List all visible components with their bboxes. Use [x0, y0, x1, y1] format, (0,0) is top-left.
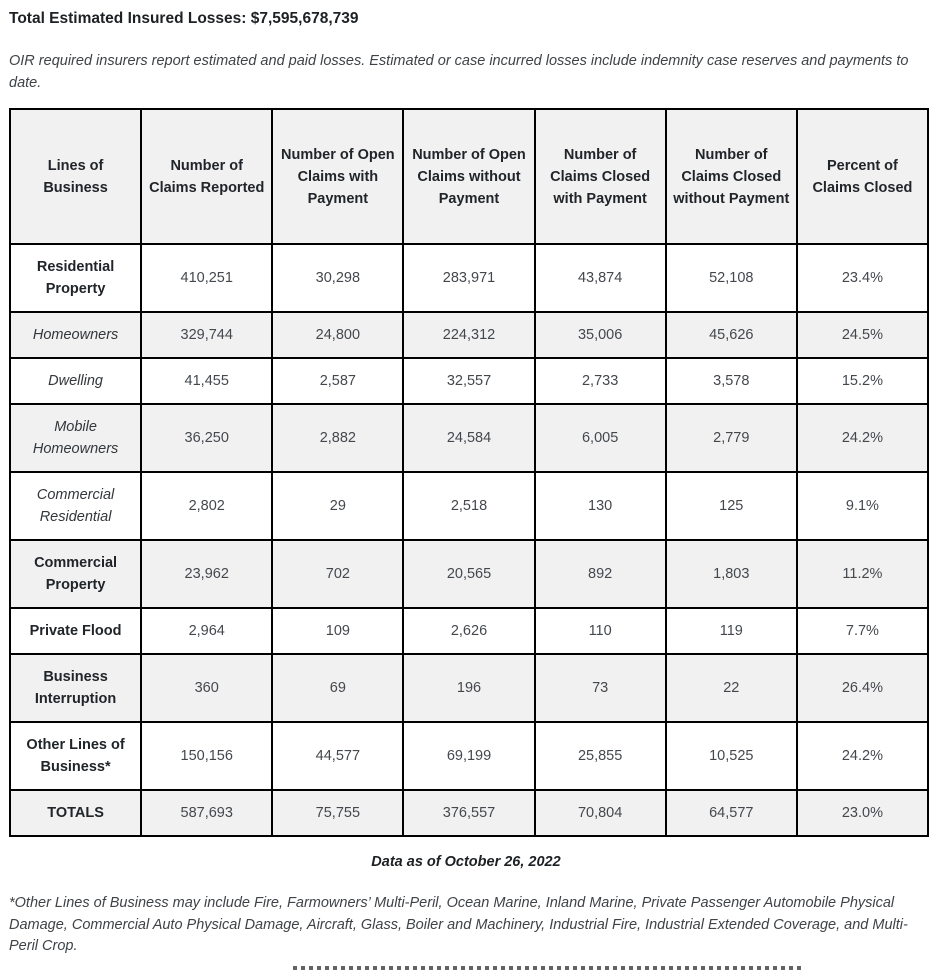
table-cell: 15.2%: [797, 358, 928, 404]
table-row-homeowners: [10, 312, 928, 358]
table-cell: 24.2%: [797, 722, 928, 790]
column-header-percent-claims-closed: Percent of Claims Closed: [797, 109, 928, 244]
column-header-claims-reported: Number of Claims Reported: [141, 109, 272, 244]
table-cell: 29: [272, 472, 403, 540]
table-row-other-lines-of-business: [10, 722, 928, 790]
table-cell: 702: [272, 540, 403, 608]
table-cell: 376,557: [403, 790, 534, 836]
row-label: Other Lines of Business*: [10, 722, 141, 790]
table-cell: 130: [535, 472, 666, 540]
table-row-commercial-property: [10, 540, 928, 608]
table-cell: 2,964: [141, 608, 272, 654]
table-cell: 2,882: [272, 404, 403, 472]
table-cell: 7.7%: [797, 608, 928, 654]
table-cell: 11.2%: [797, 540, 928, 608]
row-label: Business Interruption: [10, 654, 141, 722]
row-label: Commercial Residential: [10, 472, 141, 540]
other-lines-footnote: *Other Lines of Business may include Fire, Farmowners’ Multi-Peril, Ocean Marine, Inland Marine, Private Passenger Automobile Physical Damage, Commercial Auto Physical Damage, Aircraft, Glass, Boiler and Machinery, Industrial Fire, Industrial Extended Coverage, and Multi-Peril Crop.: [9, 895, 908, 955]
row-label: Private Flood: [10, 608, 141, 654]
cutoff-text-artifact: [293, 966, 805, 970]
claims-by-line-of-business-table: [9, 108, 929, 837]
table-cell: 2,518: [403, 472, 534, 540]
table-cell: 2,733: [535, 358, 666, 404]
table-cell: 23.4%: [797, 244, 928, 312]
table-cell: 24,584: [403, 404, 534, 472]
table-row-commercial-residential: [10, 472, 928, 540]
table-header-row: [10, 109, 928, 244]
table-cell: 26.4%: [797, 654, 928, 722]
table-cell: 69: [272, 654, 403, 722]
column-header-claims-closed-with-payment: Number of Claims Closed with Payment: [535, 109, 666, 244]
table-cell: 30,298: [272, 244, 403, 312]
table-cell: 35,006: [535, 312, 666, 358]
table-cell: 44,577: [272, 722, 403, 790]
column-header-claims-closed-without-payment: Number of Claims Closed without Payment: [666, 109, 797, 244]
row-label-totals: TOTALS: [10, 790, 141, 836]
column-header-lines-of-business: Lines of Business: [10, 109, 141, 244]
table-cell: 22: [666, 654, 797, 722]
table-cell: 150,156: [141, 722, 272, 790]
table-cell: 3,578: [666, 358, 797, 404]
row-label: Residential Property: [10, 244, 141, 312]
row-label: Dwelling: [10, 358, 141, 404]
table-cell: 24.2%: [797, 404, 928, 472]
table-row-private-flood: [10, 608, 928, 654]
table-cell: 75,755: [272, 790, 403, 836]
data-as-of-note: Data as of October 26, 2022: [371, 854, 561, 870]
table-cell: 70,804: [535, 790, 666, 836]
table-cell: 283,971: [403, 244, 534, 312]
table-cell: 23,962: [141, 540, 272, 608]
page-title: Total Estimated Insured Losses: $7,595,678,739: [9, 10, 359, 27]
table-row-business-interruption: [10, 654, 928, 722]
table-cell: 110: [535, 608, 666, 654]
row-label: Homeowners: [10, 312, 141, 358]
column-header-open-claims-without-payment: Number of Open Claims without Payment: [403, 109, 534, 244]
table-cell: 64,577: [666, 790, 797, 836]
table-cell: 45,626: [666, 312, 797, 358]
column-header-open-claims-with-payment: Number of Open Claims with Payment: [272, 109, 403, 244]
table-cell: 2,626: [403, 608, 534, 654]
table-cell: 32,557: [403, 358, 534, 404]
table-cell: 2,587: [272, 358, 403, 404]
table-row-dwelling: [10, 358, 928, 404]
table-cell: 6,005: [535, 404, 666, 472]
table-cell: 125: [666, 472, 797, 540]
table-cell: 24,800: [272, 312, 403, 358]
table-cell: 25,855: [535, 722, 666, 790]
row-label: Commercial Property: [10, 540, 141, 608]
table-cell: 119: [666, 608, 797, 654]
row-label: Mobile Homeowners: [10, 404, 141, 472]
table-cell: 587,693: [141, 790, 272, 836]
table-cell: 73: [535, 654, 666, 722]
table-cell: 360: [141, 654, 272, 722]
table-cell: 329,744: [141, 312, 272, 358]
table-cell: 196: [403, 654, 534, 722]
table-cell: 892: [535, 540, 666, 608]
table-cell: 9.1%: [797, 472, 928, 540]
intro-note: OIR required insurers report estimated and paid losses. Estimated or case incurred losses include indemnity case reserves and payments to date.: [9, 53, 909, 91]
table-cell: 10,525: [666, 722, 797, 790]
table-cell: 2,802: [141, 472, 272, 540]
table-cell: 36,250: [141, 404, 272, 472]
table-cell: 24.5%: [797, 312, 928, 358]
table-cell: 23.0%: [797, 790, 928, 836]
table-cell: 20,565: [403, 540, 534, 608]
table-row-mobile-homeowners: [10, 404, 928, 472]
table-row-totals: [10, 790, 928, 836]
table-cell: 43,874: [535, 244, 666, 312]
table-cell: 224,312: [403, 312, 534, 358]
table-row-residential-property: [10, 244, 928, 312]
table-cell: 52,108: [666, 244, 797, 312]
table-cell: 109: [272, 608, 403, 654]
table-cell: 2,779: [666, 404, 797, 472]
table-cell: 1,803: [666, 540, 797, 608]
table-cell: 69,199: [403, 722, 534, 790]
table-cell: 41,455: [141, 358, 272, 404]
table-cell: 410,251: [141, 244, 272, 312]
